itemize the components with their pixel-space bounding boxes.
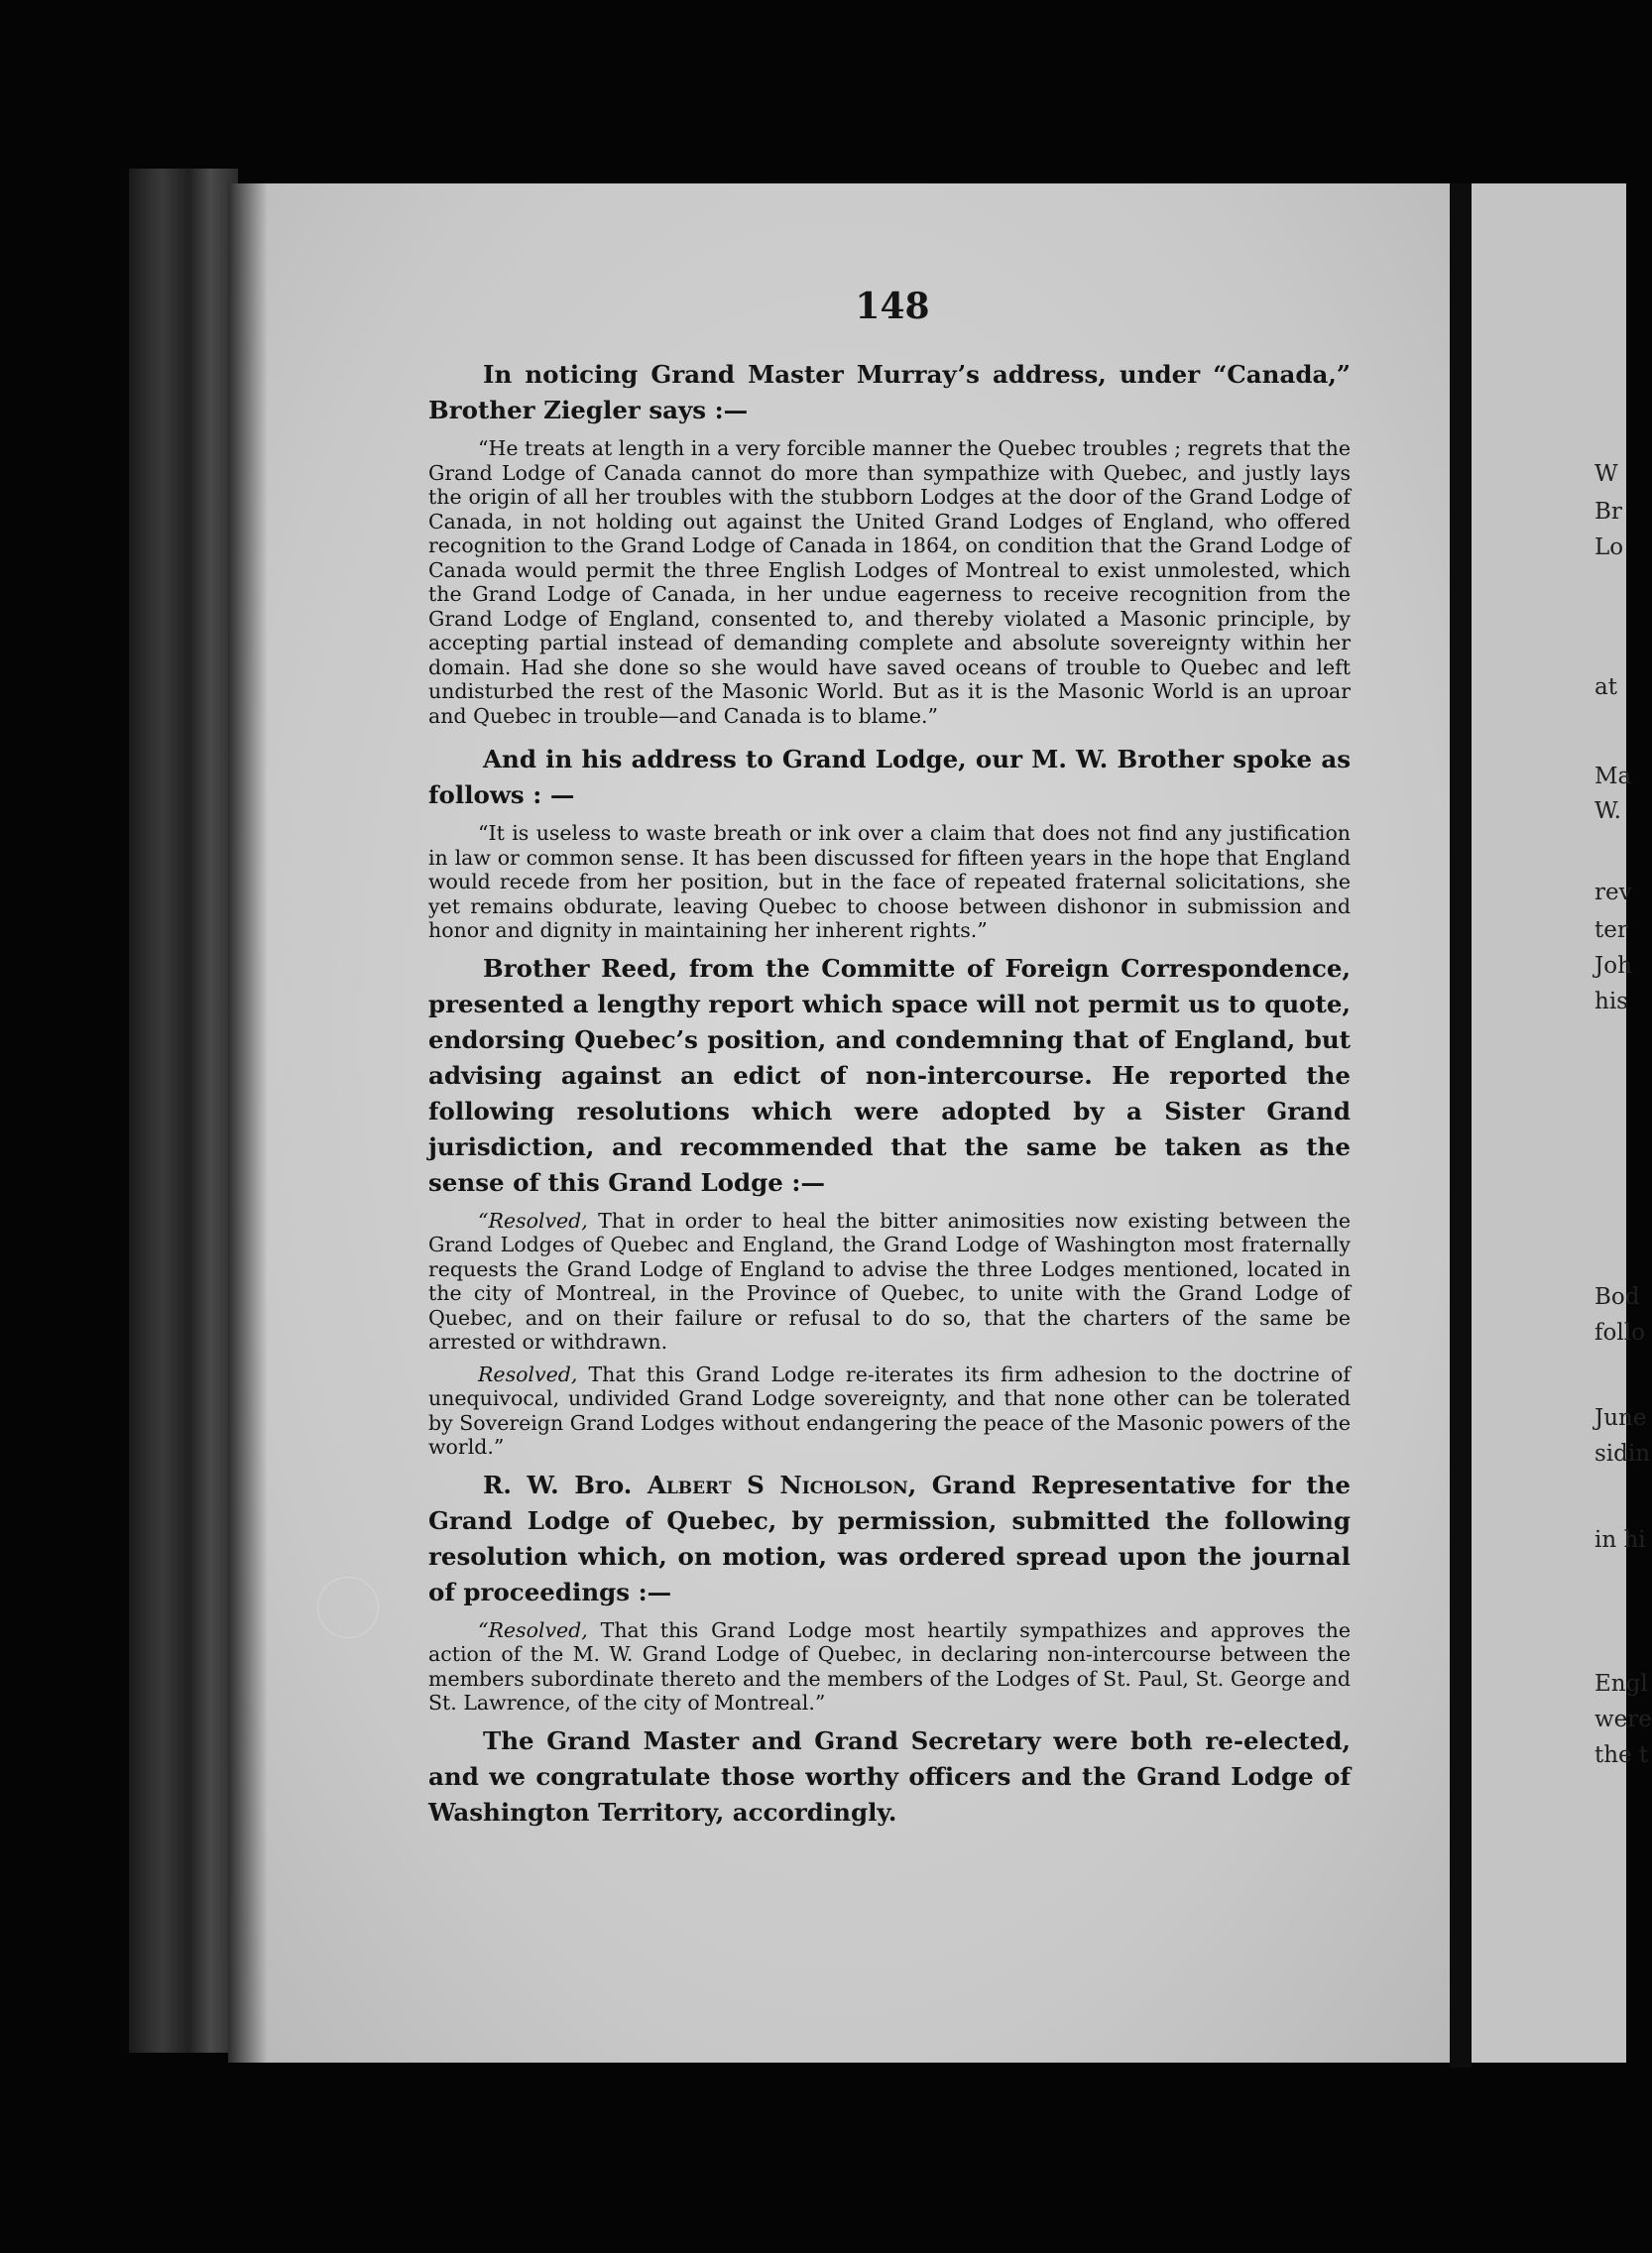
page-number: 148 — [855, 286, 930, 327]
title-prefix: R. W. Bro. — [483, 1470, 648, 1499]
next-page-fragment: follo — [1594, 1320, 1645, 1346]
person-name: Albert S Nicholson — [647, 1470, 908, 1499]
next-page-edge — [1472, 183, 1652, 2063]
next-page-fragment: ter — [1594, 917, 1628, 943]
paragraph-text: , Grand Representative for the Grand Lodge of Quebec, by permission, submitted the following resolution which, on motion, was ordered spread upon the journal of proceedings :— — [428, 1470, 1351, 1606]
next-page-fragment: rev — [1594, 880, 1632, 905]
quoted-paragraph: “It is useless to waste breath or ink over a claim that does not find any justification in law or common sense. It has been discussed for fifteen years in the hope that England would recede from her position, but in the face of repeated fraternal solicitations, she yet remains obdurate, leaving Quebec to choose between dishonor in submission and honor and dignity in maintaining her inherent rights.” — [428, 821, 1351, 942]
next-page-fragment: W. — [1594, 798, 1621, 824]
next-page-fragment: Ma — [1594, 764, 1632, 789]
next-page-fragment: in hi — [1594, 1527, 1646, 1553]
resolved-lead: Resolved, — [478, 1362, 578, 1386]
resolved-lead: “Resolved, — [478, 1208, 588, 1233]
book-gutter — [1450, 183, 1472, 2068]
resolution-text: That this Grand Lodge re-iterates its firm adhesion to the doctrine of unequivocal, undivided Grand Lodge sovereignty, and that none other can be tolerated by Sovereign Grand Lodges without endangering the peace of the Masonic powers of the world.” — [428, 1362, 1351, 1459]
resolved-lead: “Resolved, — [478, 1617, 588, 1642]
quoted-paragraph: “He treats at length in a very forcible manner the Quebec troubles ; regrets that the Grand Lodge of Canada cannot do more than sympathize with Quebec, and justly lays the origin of all her troubles with the stubborn Lodges at the door of the Grand Lodge of Canada, in not holding out against the United Grand Lodges of England, who offered recognition to the Grand Lodge of Canada in 1864, on condition that the Grand Lodge of Canada would permit the three English Lodges of Montreal to exist unmolested, which the Grand Lodge of Canada, in her undue eagerness to receive recognition from the Grand Lodge of England, consented to, and thereby violated a Masonic principle, by accepting partial instead of demanding complete and absolute sovereignty within her domain. Had she done so she would have saved oceans of trouble to Quebec and left undisturbed the rest of the Masonic World. But as it is the Masonic World is an uproar and Quebec in trouble—and Canada is to blame.” — [428, 436, 1351, 728]
next-page-fragment: Lo — [1594, 534, 1624, 560]
resolution-text: That in order to heal the bitter animosities now existing between the Grand Lodges of Quebec and England, the Grand Lodge of Washington most fraternally requests the Grand Lodge of England to advise the three Lodges mentioned, located in the city of Montreal, in the Province of Quebec, to unite with the Grand Lodge of Quebec, and on their failure or refusal to do so, that the charters of the same be arrested or withdrawn. — [428, 1208, 1351, 1354]
next-page-fragment: W — [1594, 461, 1618, 487]
book-page-edges — [129, 169, 238, 2053]
next-page-fragment: at — [1594, 674, 1617, 700]
next-page-fragment: were — [1594, 1707, 1652, 1732]
resolution-paragraph — [428, 1209, 1351, 1355]
body-paragraph: And in his address to Grand Lodge, our M. W. Brother spoke as follows : — — [428, 745, 1351, 809]
paper-blemish — [317, 1577, 379, 1638]
next-page-fragment: Br — [1594, 499, 1622, 525]
next-page-fragment: the t — [1594, 1742, 1649, 1768]
resolution-paragraph — [428, 1363, 1351, 1460]
body-paragraph: In noticing Grand Master Murray’s address, under “Canada,” Brother Ziegler says :— — [428, 360, 1351, 424]
next-page-fragment: Engl — [1594, 1671, 1648, 1697]
body-paragraph: The Grand Master and Grand Secretary were both re-elected, and we congratulate those worthy officers and the Grand Lodge of Washington Territory, accordingly. — [428, 1725, 1351, 1827]
next-page-fragment: June — [1594, 1405, 1647, 1431]
resolution-text: That this Grand Lodge most heartily sympathizes and approves the action of the M. W. Grand Lodge of Quebec, in declaring non-intercourse between the members subordinate thereto and the members of the Lodges of St. Paul, St. George and St. Lawrence, of the city of Montreal.” — [428, 1617, 1351, 1715]
page-binding-shadow — [228, 183, 268, 2063]
next-page-fragment: sidin — [1594, 1441, 1651, 1467]
page-body — [428, 357, 1351, 1831]
next-page-fragment: his — [1594, 989, 1628, 1014]
body-paragraph — [428, 1468, 1351, 1610]
next-page-fragment: Joh — [1594, 953, 1632, 979]
next-page-fragment: Bod — [1594, 1284, 1640, 1310]
resolution-paragraph — [428, 1618, 1351, 1716]
body-paragraph: Brother Reed, from the Committe of Foreign Correspondence, presented a lengthy report which space will not permit us to quote, endorsing Quebec’s position, and condemning that of England, but advising against an edict of non-intercourse. He reported the following resolutions which were adopted by a Sister Grand jurisdiction, and recommended that the same be taken as the sense of this Grand Lodge :— — [428, 953, 1351, 1197]
